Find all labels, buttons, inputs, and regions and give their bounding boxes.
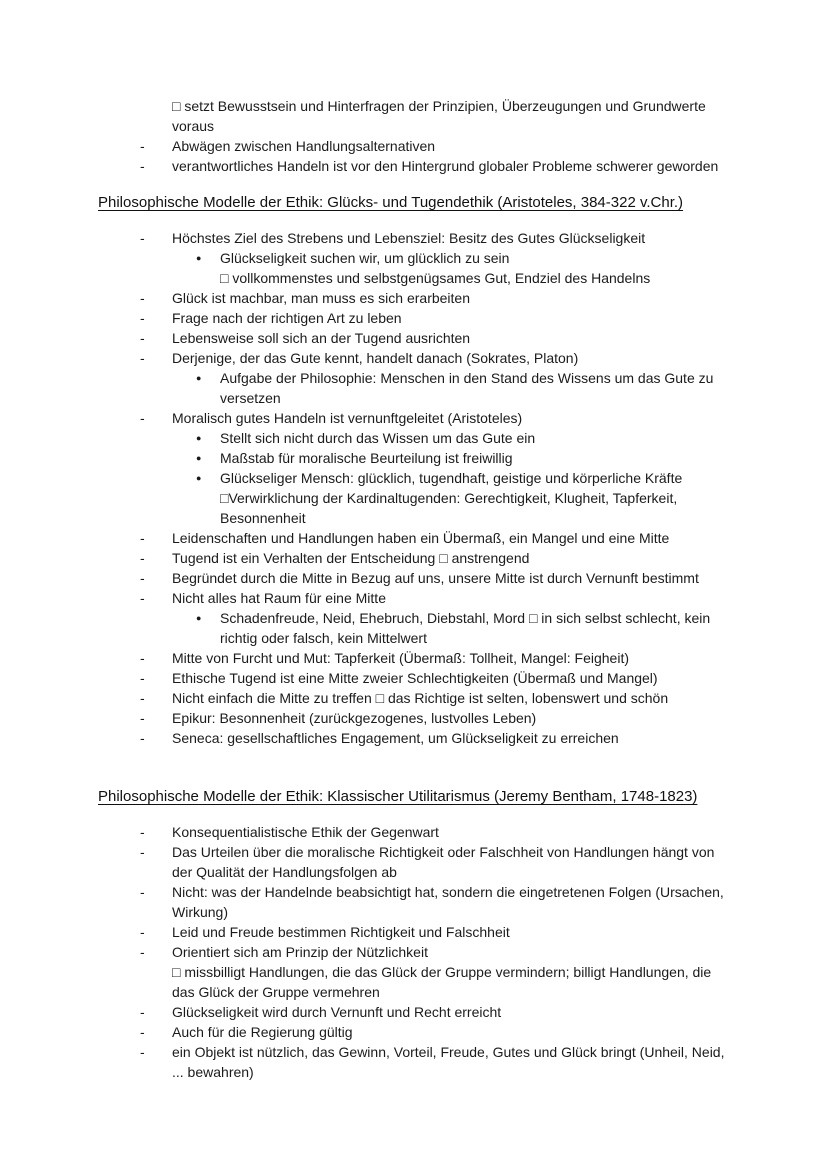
list-item <box>98 488 730 528</box>
dash-bullet-icon: - <box>140 1004 145 1020</box>
list-item-text: Lebensweise soll sich an der Tugend ausrichten <box>172 330 471 346</box>
list-item <box>98 962 730 1002</box>
list-item <box>98 408 730 428</box>
list-item-text: Ethische Tugend ist eine Mitte zweier Schlechtigkeiten (Übermaß und Mangel) <box>172 670 658 686</box>
list-item-text: Konsequentialistische Ethik der Gegenwart <box>172 824 439 840</box>
list-item <box>98 648 730 668</box>
list-item <box>98 882 730 922</box>
list-item-text: Höchstes Ziel des Strebens und Lebensziel: Besitz des Gutes Glückseligkeit <box>172 230 646 246</box>
list-item <box>98 922 730 942</box>
list-item <box>98 348 730 368</box>
list-item-text: verantwortliches Handeln ist vor den Hintergrund globaler Probleme schwerer geworden <box>172 158 719 174</box>
list-item-text: Stellt sich nicht durch das Wissen um das Gute ein <box>220 430 536 446</box>
dash-bullet-icon: - <box>140 310 145 326</box>
list-item-text: Schadenfreude, Neid, Ehebruch, Diebstahl, Mord □ in sich selbst schlecht, kein richtig oder falsch, kein Mittelwert <box>220 610 711 646</box>
list-item <box>98 156 730 176</box>
dash-bullet-icon: - <box>140 1024 145 1040</box>
list-item <box>98 328 730 348</box>
dash-bullet-icon: - <box>140 158 145 174</box>
dash-bullet-icon: - <box>140 670 145 686</box>
dash-bullet-icon: - <box>140 290 145 306</box>
dash-bullet-icon: - <box>140 944 145 960</box>
list-item-text: Aufgabe der Philosophie: Menschen in den Stand des Wissens um das Gute zu versetzen <box>220 370 714 406</box>
list-item <box>98 228 730 248</box>
list-item <box>98 308 730 328</box>
dash-bullet-icon: - <box>140 230 145 246</box>
list-item <box>98 136 730 156</box>
dash-bullet-icon: - <box>140 590 145 606</box>
dash-bullet-icon: - <box>140 138 145 154</box>
dash-bullet-icon: - <box>140 924 145 940</box>
list-item-text: Seneca: gesellschaftliches Engagement, um Glückseligkeit zu erreichen <box>172 730 619 746</box>
list-item-text: □ missbilligt Handlungen, die das Glück der Gruppe vermindern; billigt Handlungen, die das Glück der Gruppe vermehren <box>172 964 712 1000</box>
list-item <box>98 428 730 448</box>
dash-bullet-icon: - <box>140 730 145 746</box>
list-item <box>98 942 730 962</box>
list-item-text: Glück ist machbar, man muss es sich erarbeiten <box>172 290 471 306</box>
dash-bullet-icon: - <box>140 550 145 566</box>
list-item <box>98 248 730 268</box>
section-heading: Philosophische Modelle der Ethik: Glücks- und Tugendethik (Aristoteles, 384-322 v.Chr.) <box>98 194 684 211</box>
list-item-text: Abwägen zwischen Handlungsalternativen <box>172 138 436 154</box>
list-item-text: Leidenschaften und Handlungen haben ein Übermaß, ein Mangel und eine Mitte <box>172 530 670 546</box>
list-item-text: Glückseliger Mensch: glücklich, tugendhaft, geistige und körperliche Kräfte <box>220 470 683 486</box>
list-item-text: Begründet durch die Mitte in Bezug auf uns, unsere Mitte ist durch Vernunft bestimmt <box>172 570 699 586</box>
dash-bullet-icon: - <box>140 410 145 426</box>
list-item <box>98 528 730 548</box>
list-item-text: Moralisch gutes Handeln ist vernunftgeleitet (Aristoteles) <box>172 410 523 426</box>
list-item <box>98 842 730 882</box>
list-item <box>98 1002 730 1022</box>
list-item <box>98 448 730 468</box>
dash-bullet-icon: - <box>140 884 145 900</box>
list-item <box>98 1022 730 1042</box>
list-item-text: □Verwirklichung der Kardinaltugenden: Gerechtigkeit, Klugheit, Tapferkeit, Besonnenheit <box>220 490 678 526</box>
list-item-text: Nicht: was der Handelnde beabsichtigt hat, sondern die eingetretenen Folgen (Ursachen, Wirkung) <box>172 884 724 920</box>
list-item <box>98 668 730 688</box>
list-item-text: Derjenige, der das Gute kennt, handelt danach (Sokrates, Platon) <box>172 350 579 366</box>
list-item-text: Auch für die Regierung gültig <box>172 1024 353 1040</box>
document-section <box>98 192 730 748</box>
list-item-text: Leid und Freude bestimmen Richtigkeit und Falschheit <box>172 924 510 940</box>
list-item-text: □ vollkommenstes und selbstgenügsames Gut, Endziel des Handelns <box>220 270 651 286</box>
list-item <box>98 268 730 288</box>
round-bullet-icon: ● <box>196 613 202 623</box>
list-item-text: Orientiert sich am Prinzip der Nützlichkeit <box>172 944 428 960</box>
list-item <box>98 728 730 748</box>
round-bullet-icon: ● <box>196 453 202 463</box>
list-item-text: Tugend ist ein Verhalten der Entscheidung □ anstrengend <box>172 550 530 566</box>
document-section <box>98 786 730 1082</box>
list-item-text: Epikur: Besonnenheit (zurückgezogenes, lustvolles Leben) <box>172 710 537 726</box>
list-item <box>98 1042 730 1082</box>
list-item <box>98 368 730 408</box>
round-bullet-icon: ● <box>196 433 202 443</box>
dash-bullet-icon: - <box>140 530 145 546</box>
dash-bullet-icon: - <box>140 844 145 860</box>
list-item-text: □ setzt Bewusstsein und Hinterfragen der Prinzipien, Überzeugungen und Grundwerte voraus <box>172 98 706 134</box>
list-item <box>98 568 730 588</box>
list-item <box>98 468 730 488</box>
dash-bullet-icon: - <box>140 690 145 706</box>
list-item <box>98 588 730 608</box>
dash-bullet-icon: - <box>140 1044 145 1060</box>
dash-bullet-icon: - <box>140 570 145 586</box>
round-bullet-icon: ● <box>196 253 202 263</box>
list-item-text: Das Urteilen über die moralische Richtigkeit oder Falschheit von Handlungen hängt von der Qualität der Handlungsfolgen ab <box>172 844 715 880</box>
list-item <box>98 688 730 708</box>
dash-bullet-icon: - <box>140 710 145 726</box>
list-item <box>98 608 730 648</box>
document-section <box>98 96 730 176</box>
round-bullet-icon: ● <box>196 473 202 483</box>
dash-bullet-icon: - <box>140 824 145 840</box>
list-item-text: Nicht einfach die Mitte zu treffen □ das Richtige ist selten, lobenswert und schön <box>172 690 669 706</box>
list-item-text: Glückseligkeit suchen wir, um glücklich zu sein <box>220 250 510 266</box>
list-item <box>98 708 730 728</box>
list-item <box>98 288 730 308</box>
list-item <box>98 548 730 568</box>
list-item-text: ein Objekt ist nützlich, das Gewinn, Vorteil, Freude, Gutes und Glück bringt (Unheil, Neid, ... bewahren) <box>172 1044 725 1080</box>
list-item-text: Maßstab für moralische Beurteilung ist freiwillig <box>220 450 513 466</box>
dash-bullet-icon: - <box>140 650 145 666</box>
list-item-text: Mitte von Furcht und Mut: Tapferkeit (Übermaß: Tollheit, Mangel: Feigheit) <box>172 650 630 666</box>
list-item-text: Frage nach der richtigen Art zu leben <box>172 310 402 326</box>
document-content <box>98 96 730 1082</box>
list-item <box>98 822 730 842</box>
section-heading: Philosophische Modelle der Ethik: Klassischer Utilitarismus (Jeremy Bentham, 1748-1823) <box>98 788 698 805</box>
dash-bullet-icon: - <box>140 350 145 366</box>
list-item-text: Nicht alles hat Raum für eine Mitte <box>172 590 386 606</box>
list-item-text: Glückseligkeit wird durch Vernunft und Recht erreicht <box>172 1004 502 1020</box>
list-item <box>98 96 730 136</box>
round-bullet-icon: ● <box>196 373 202 383</box>
dash-bullet-icon: - <box>140 330 145 346</box>
